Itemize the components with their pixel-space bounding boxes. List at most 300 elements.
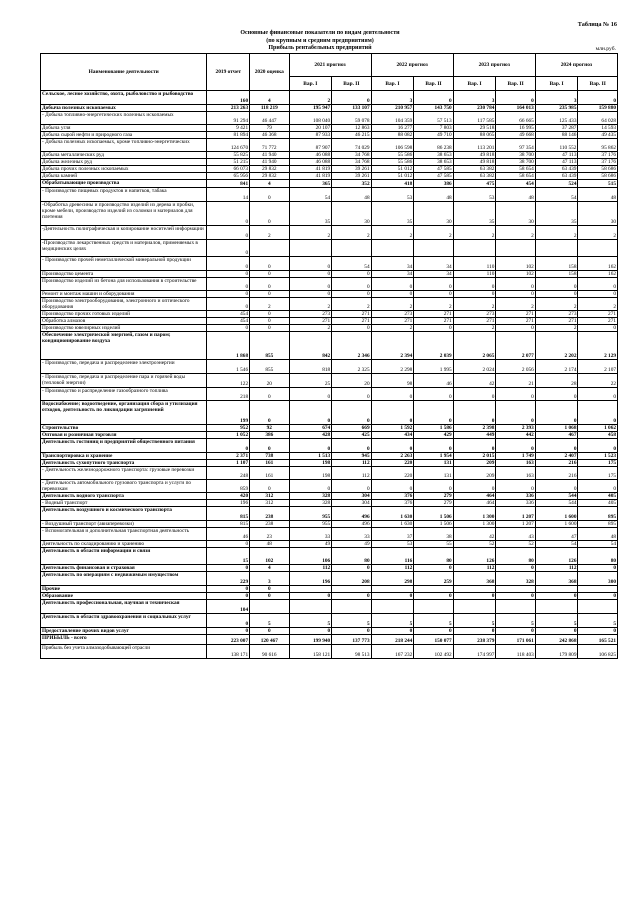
value-cell: 54 — [535, 541, 578, 548]
value-cell: 125 433 — [535, 112, 578, 125]
value-cell: 3 — [250, 572, 289, 586]
value-cell: 48 — [578, 188, 618, 202]
header-variant-1: Вар. I — [535, 77, 578, 91]
value-cell: 2 — [371, 298, 414, 311]
value-cell: 3 — [453, 91, 496, 105]
value-cell: 952 — [207, 425, 250, 432]
value-cell: 0 — [496, 628, 535, 635]
value-cell: 467 — [535, 432, 578, 439]
value-cell: 0 — [453, 593, 496, 600]
header-variant-2: Вар. II — [578, 77, 618, 91]
value-cell: 5 — [496, 614, 535, 628]
activity-name-cell: Производство прочих готовых изделий — [41, 311, 207, 318]
value-cell: 23 — [250, 528, 289, 541]
value-cell: 248 — [207, 467, 250, 480]
value-cell: 49 — [289, 541, 332, 548]
value-cell: 271 — [578, 311, 618, 318]
value-cell: 35 — [289, 202, 332, 226]
table-row — [41, 374, 618, 388]
value-cell: 0 — [332, 439, 371, 453]
value-cell: 175 — [578, 467, 618, 480]
value-cell: 196 — [289, 572, 332, 586]
value-cell: 328 — [496, 572, 535, 586]
value-cell: 2 015 — [453, 453, 496, 460]
value-cell: 0 — [207, 325, 250, 332]
header-variant-2: Вар. II — [414, 77, 453, 91]
value-cell: 0 — [496, 291, 535, 298]
value-cell: 1 954 — [414, 453, 453, 460]
value-cell: 0 — [535, 388, 578, 401]
value-cell: 208 — [332, 572, 371, 586]
value-cell: 209 — [453, 467, 496, 480]
header-2020: 2020 оценка — [250, 54, 289, 91]
value-cell: 59 078 — [332, 112, 371, 125]
value-cell: 58 654 — [496, 173, 535, 180]
value-cell: 34 — [371, 271, 414, 278]
value-cell: 1 068 — [535, 425, 578, 432]
value-cell: 71 772 — [250, 139, 289, 152]
value-cell: 2 393 — [496, 425, 535, 432]
activity-name-cell: - Производство пищевых продуктов и напитков, табака — [41, 188, 207, 202]
value-cell: 22 — [578, 374, 618, 388]
table-row — [41, 360, 618, 374]
value-cell: 2 — [496, 226, 535, 240]
value-cell: 298 — [371, 572, 414, 586]
value-cell: 2 — [414, 226, 453, 240]
value-cell: 80 — [332, 548, 371, 565]
value-cell: 328 — [289, 500, 332, 507]
value-cell: 405 — [578, 500, 618, 507]
value-cell — [496, 586, 535, 593]
value-cell: 0 — [578, 388, 618, 401]
value-cell: 2 398 — [453, 425, 496, 432]
value-cell: 0 — [332, 480, 371, 493]
value-cell: 1 600 — [535, 507, 578, 521]
value-cell: 235 985 — [535, 105, 578, 112]
activity-name-cell: - Добыча топливно-энергетических полезных ископаемых — [41, 112, 207, 125]
value-cell: 63 382 — [453, 166, 496, 173]
value-cell: 0 — [250, 593, 289, 600]
table-row — [41, 91, 618, 105]
value-cell: 0 — [289, 271, 332, 278]
value-cell: 49 818 — [453, 159, 496, 166]
value-cell: 20 — [250, 374, 289, 388]
value-cell: 0 — [207, 541, 250, 548]
value-cell: 48 — [332, 188, 371, 202]
value-cell: 0 — [535, 401, 578, 425]
value-cell: 54 — [578, 541, 618, 548]
value-cell: 0 — [578, 565, 618, 572]
table-row — [41, 586, 618, 593]
value-cell: 273 — [535, 311, 578, 318]
value-cell: 150 077 — [414, 635, 453, 645]
value-cell: 238 — [250, 521, 289, 528]
value-cell: 376 — [371, 500, 414, 507]
value-cell: 425 — [332, 432, 371, 439]
value-cell: 2 — [332, 298, 371, 311]
value-cell: 2 — [453, 298, 496, 311]
activity-name-cell: Оптовая и розничная торговля — [41, 432, 207, 439]
value-cell: 30 — [332, 202, 371, 226]
table-row — [41, 507, 618, 521]
value-cell: 34 — [414, 257, 453, 271]
value-cell: 418 — [371, 180, 414, 188]
value-cell: 3 — [371, 91, 414, 105]
value-cell: 738 — [250, 453, 289, 460]
activity-name-cell: Добыча металлических руд — [41, 152, 207, 159]
value-cell: 39 261 — [332, 173, 371, 180]
value-cell: 5 — [332, 614, 371, 628]
activity-name-cell: Добыча прочих полезных ископаемых — [41, 166, 207, 173]
activity-name-cell: Добыча железных руд — [41, 159, 207, 166]
value-cell: 955 — [289, 521, 332, 528]
table-row — [41, 439, 618, 453]
value-cell: 0 — [535, 439, 578, 453]
value-cell: 0 — [289, 480, 332, 493]
value-cell: 2 174 — [535, 360, 578, 374]
value-cell — [332, 586, 371, 593]
value-cell: 4 — [250, 565, 289, 572]
value-cell: 79 — [250, 125, 289, 132]
value-cell: 52 — [453, 541, 496, 548]
value-cell: 0 — [535, 291, 578, 298]
value-cell: 2 407 — [535, 453, 578, 460]
value-cell — [371, 586, 414, 593]
value-cell: 63 439 — [535, 166, 578, 173]
value-cell: 30 — [496, 202, 535, 226]
value-cell: 33 — [332, 528, 371, 541]
table-row — [41, 298, 618, 311]
value-cell: 3 — [535, 91, 578, 105]
value-cell: 16 995 — [496, 125, 535, 132]
value-cell: 38 653 — [414, 159, 453, 166]
value-cell: 55 — [414, 541, 453, 548]
value-cell: 0 — [250, 318, 289, 325]
value-cell: 0 — [289, 628, 332, 635]
value-cell: 5 — [289, 614, 332, 628]
value-cell: 0 — [207, 614, 250, 628]
value-cell: 0 — [207, 278, 250, 291]
activity-name-cell: Деятельность сухопутного транспорта — [41, 460, 207, 467]
activity-name-cell: Производство цемента — [41, 271, 207, 278]
value-cell: 271 — [332, 318, 371, 325]
value-cell: 0 — [496, 325, 535, 332]
header-activity: Наименование деятельности — [41, 54, 207, 91]
activity-name-cell: Добыча угля — [41, 125, 207, 132]
value-cell: 74 029 — [332, 139, 371, 152]
value-cell: 218 — [207, 388, 250, 401]
header-2021: 2021 прогноз — [289, 54, 371, 77]
activity-name-cell: - Деятельность автомобильного грузового транспорта и услуги по перевозкам — [41, 480, 207, 493]
value-cell: 0 — [332, 271, 371, 278]
activity-name-cell: Деятельность гостиниц и предприятий общественного питания — [41, 439, 207, 453]
value-cell: 46 447 — [250, 112, 289, 125]
activity-name-cell: - Производство и распределение газообразного топлива — [41, 388, 207, 401]
value-cell: 0 — [207, 586, 250, 593]
value-cell: 5 — [250, 614, 289, 628]
value-cell: 1 300 — [453, 507, 496, 521]
value-cell: 7 803 — [414, 125, 453, 132]
table-row — [41, 325, 618, 332]
value-cell: 64 028 — [578, 112, 618, 125]
value-cell: 1 513 — [289, 453, 332, 460]
activity-name-cell: Обработка алмазов — [41, 318, 207, 325]
value-cell: 209 — [453, 460, 496, 467]
value-cell: 0 — [414, 401, 453, 425]
value-cell: 48 — [414, 188, 453, 202]
value-cell: 199 940 — [289, 635, 332, 645]
value-cell: 0 — [414, 439, 453, 453]
value-cell: 46 088 — [289, 159, 332, 166]
value-cell: 2 — [289, 298, 332, 311]
value-cell: 47 — [535, 528, 578, 541]
value-cell: 271 — [535, 318, 578, 325]
value-cell: 102 — [250, 548, 289, 565]
value-cell: 63 439 — [535, 173, 578, 180]
table-row — [41, 271, 618, 278]
value-cell: 102 — [496, 271, 535, 278]
value-cell: 117 585 — [453, 112, 496, 125]
value-cell — [414, 586, 453, 593]
value-cell — [414, 600, 453, 614]
value-cell: 271 — [578, 318, 618, 325]
table-row — [41, 188, 618, 202]
value-cell: 2 371 — [207, 453, 250, 460]
activity-name-cell: Производство ювелирных изделий — [41, 325, 207, 332]
value-cell: 5 — [535, 614, 578, 628]
value-cell: 0 — [578, 278, 618, 291]
value-cell: 51 012 — [371, 166, 414, 173]
value-cell: 0 — [578, 593, 618, 600]
value-cell: 855 — [250, 360, 289, 374]
value-cell: 65 956 — [207, 173, 250, 180]
value-cell: 524 — [535, 180, 578, 188]
value-cell: 35 — [371, 202, 414, 226]
value-cell: 669 — [332, 425, 371, 432]
value-cell: 0 — [414, 388, 453, 401]
value-cell: 0 — [332, 91, 371, 105]
value-cell: 0 — [535, 480, 578, 493]
value-cell: 0 — [414, 325, 453, 332]
activity-name-cell: Деятельность финансовая и страховая — [41, 565, 207, 572]
value-cell: 0 — [453, 291, 496, 298]
value-cell — [535, 600, 578, 614]
value-cell: 229 — [207, 572, 250, 586]
value-cell: 0 — [250, 439, 289, 453]
value-cell: 5 — [414, 614, 453, 628]
value-cell — [578, 586, 618, 593]
header-variant-1: Вар. I — [289, 77, 332, 91]
value-cell: 34 — [414, 271, 453, 278]
header-2022: 2022 прогноз — [371, 54, 453, 77]
value-cell — [332, 600, 371, 614]
value-cell: 242 868 — [535, 635, 578, 645]
value-cell: 0 — [250, 480, 289, 493]
value-cell — [578, 240, 618, 257]
value-cell: 112 — [332, 460, 371, 467]
value-cell: 91 294 — [207, 112, 250, 125]
value-cell: 454 — [207, 311, 250, 318]
value-cell — [578, 600, 618, 614]
value-cell: 126 — [453, 548, 496, 565]
value-cell: 34 768 — [332, 159, 371, 166]
value-cell: 174 997 — [453, 645, 496, 659]
value-cell: 458 — [578, 432, 618, 439]
units-label: млн.руб. — [595, 46, 616, 52]
value-cell: 30 — [414, 202, 453, 226]
value-cell: 0 — [496, 439, 535, 453]
value-cell: 53 — [371, 541, 414, 548]
table-row — [41, 202, 618, 226]
table-row — [41, 593, 618, 600]
value-cell: 0 — [371, 388, 414, 401]
value-cell — [414, 240, 453, 257]
value-cell: 88 065 — [453, 132, 496, 139]
value-cell: 97 354 — [496, 139, 535, 152]
value-cell: 2 298 — [371, 360, 414, 374]
value-cell: 162 — [578, 271, 618, 278]
table-row — [41, 125, 618, 132]
value-cell: 0 — [289, 278, 332, 291]
value-cell: 0 — [496, 278, 535, 291]
value-cell: 1 995 — [414, 360, 453, 374]
value-cell: 815 — [207, 507, 250, 521]
table-header-row — [41, 54, 618, 77]
table-row — [41, 493, 618, 500]
value-cell: 80 — [496, 548, 535, 565]
value-cell: 112 — [371, 565, 414, 572]
value-cell: 271 — [371, 318, 414, 325]
activity-name-cell: Деятельность по складированию и хранению — [41, 541, 207, 548]
value-cell: 0 — [496, 91, 535, 105]
table-row — [41, 105, 618, 112]
value-cell: 2 — [332, 226, 371, 240]
value-cell: 25 — [289, 374, 332, 388]
table-row — [41, 425, 618, 432]
value-cell: 49 668 — [496, 132, 535, 139]
value-cell: 0 — [332, 388, 371, 401]
value-cell: 279 — [414, 493, 453, 500]
value-cell: 1 546 — [207, 360, 250, 374]
table-row — [41, 240, 618, 257]
value-cell: 0 — [535, 628, 578, 635]
value-cell: 1 052 — [207, 432, 250, 439]
value-cell: 0 — [535, 593, 578, 600]
value-cell: 0 — [332, 278, 371, 291]
value-cell: 124 670 — [207, 139, 250, 152]
activity-name-cell: -Обработка древесины и производство изделий из дерева и пробки, кроме мебели, производство изделий из соломки и материалов для плетения — [41, 202, 207, 226]
value-cell: 0 — [207, 593, 250, 600]
activity-name-cell: ПРИБЫЛЬ - всего — [41, 635, 207, 645]
activity-name-cell: Деятельность в области информации и связи — [41, 548, 207, 565]
value-cell: 102 492 — [414, 645, 453, 659]
value-cell: 87 933 — [289, 132, 332, 139]
value-cell: 386 — [250, 432, 289, 439]
value-cell: 420 — [207, 493, 250, 500]
value-cell: 38 700 — [496, 152, 535, 159]
value-cell: 47 113 — [535, 152, 578, 159]
value-cell: 122 — [207, 374, 250, 388]
value-cell: 158 — [535, 257, 578, 271]
value-cell: 544 — [535, 500, 578, 507]
value-cell: 37 176 — [578, 159, 618, 166]
table-row — [41, 318, 618, 325]
value-cell: 895 — [578, 507, 618, 521]
value-cell — [453, 586, 496, 593]
value-cell: 434 — [371, 432, 414, 439]
value-cell: 199 — [207, 401, 250, 425]
value-cell: 442 — [496, 432, 535, 439]
activity-name-cell: Производство изделий из бетона для использования в строительстве — [41, 278, 207, 291]
value-cell — [289, 240, 332, 257]
value-cell: 120 467 — [250, 635, 289, 645]
activity-name-cell: Сельское, лесное хозяйство, охота, рыболовство и рыбоводство — [41, 91, 207, 105]
value-cell: 312 — [250, 493, 289, 500]
value-cell: 66 665 — [496, 112, 535, 125]
value-cell: 0 — [414, 565, 453, 572]
value-cell: 95 862 — [578, 139, 618, 152]
value-cell: 167 232 — [371, 645, 414, 659]
value-cell: 0 — [207, 439, 250, 453]
table-row — [41, 388, 618, 401]
value-cell: 1 749 — [496, 453, 535, 460]
value-cell: 15 — [207, 548, 250, 565]
value-cell: 158 — [535, 271, 578, 278]
table-row — [41, 628, 618, 635]
value-cell: 113 201 — [453, 139, 496, 152]
value-cell: 16 277 — [371, 125, 414, 132]
value-cell — [250, 600, 289, 614]
value-cell: 12 863 — [332, 125, 371, 132]
value-cell: 0 — [207, 257, 250, 271]
value-cell: 238 379 — [453, 635, 496, 645]
table-row — [41, 278, 618, 291]
value-cell: 2 056 — [496, 360, 535, 374]
value-cell: 161 — [250, 467, 289, 480]
value-cell: 29 832 — [250, 166, 289, 173]
value-cell: 52 — [496, 541, 535, 548]
table-row — [41, 528, 618, 541]
value-cell: 0 — [496, 401, 535, 425]
value-cell: 118 403 — [496, 645, 535, 659]
value-cell: 0 — [332, 291, 371, 298]
activity-name-cell: Предоставление прочих видов услуг — [41, 628, 207, 635]
value-cell: 158 121 — [289, 645, 332, 659]
value-cell: 0 — [289, 291, 332, 298]
value-cell: 47 113 — [535, 159, 578, 166]
value-cell: 198 — [289, 467, 332, 480]
activity-name-cell: Деятельность водного транспорта — [41, 493, 207, 500]
activity-name-cell: Добыча полезных ископаемых — [41, 105, 207, 112]
value-cell: 0 — [496, 388, 535, 401]
value-cell: 53 — [371, 188, 414, 202]
value-cell: 218 244 — [371, 635, 414, 645]
value-cell: 98 513 — [332, 645, 371, 659]
value-cell: 2 077 — [496, 332, 535, 360]
value-cell: 57 513 — [414, 112, 453, 125]
value-cell: 515 — [578, 180, 618, 188]
value-cell: 14 — [207, 188, 250, 202]
value-cell: 2 — [289, 226, 332, 240]
value-cell: 304 — [332, 493, 371, 500]
table-row — [41, 432, 618, 439]
value-cell: 1 592 — [371, 425, 414, 432]
table-row — [41, 132, 618, 139]
table-row — [41, 291, 618, 298]
activity-name-cell: Транспортировка и хранение — [41, 453, 207, 460]
value-cell: 87 907 — [289, 139, 332, 152]
value-cell: 674 — [289, 425, 332, 432]
